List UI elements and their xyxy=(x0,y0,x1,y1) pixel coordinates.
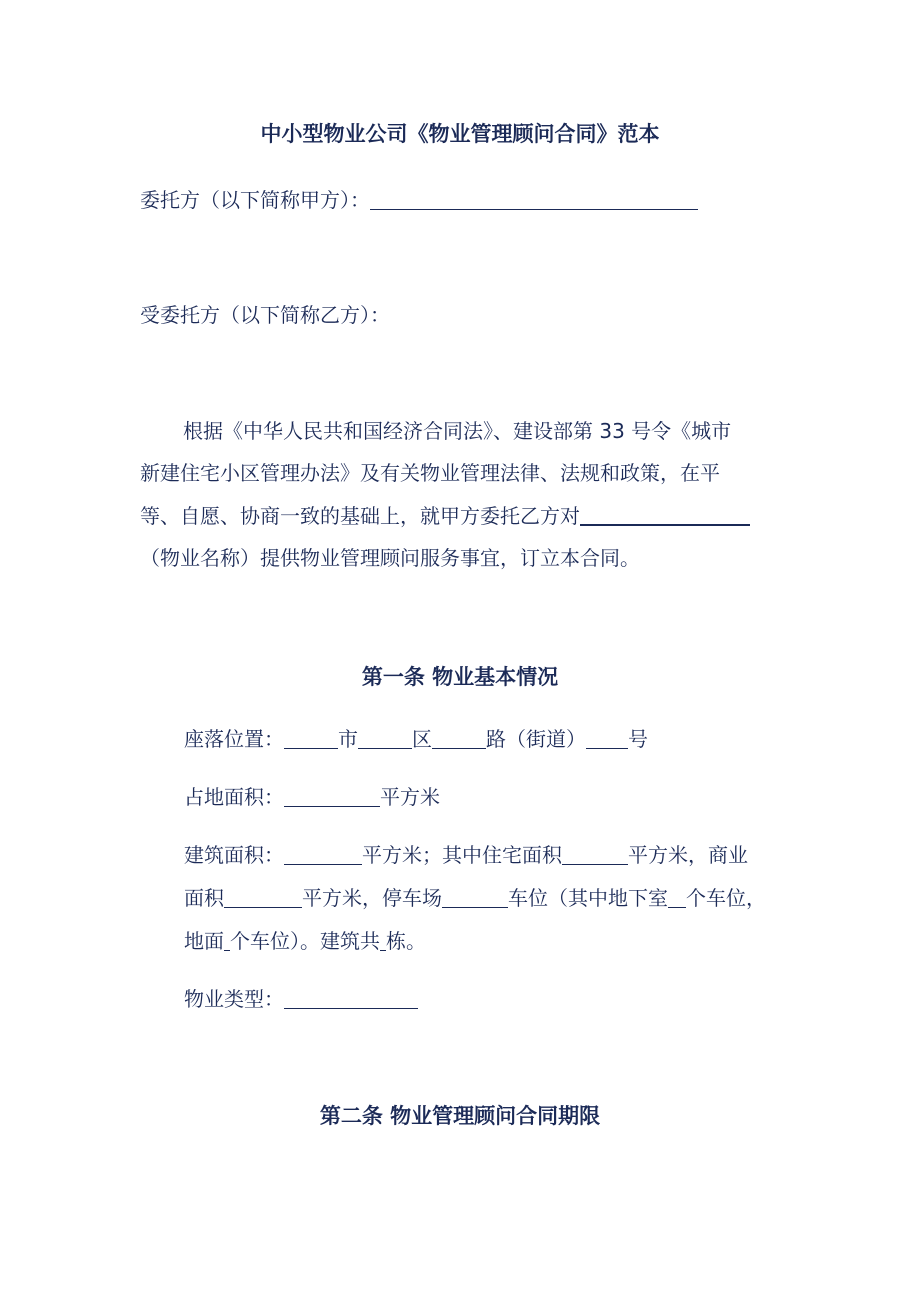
location-label: 座落位置： xyxy=(184,727,284,751)
property-type-line xyxy=(184,989,418,1009)
location-number: 号 xyxy=(628,727,648,751)
building-area-unit2: 平方米，商业 xyxy=(628,843,748,867)
land-area-unit: 平方米 xyxy=(380,785,440,809)
building-area-unit1: 平方米；其中住宅面积 xyxy=(362,843,562,867)
underground-label: 车位（其中地下室 xyxy=(508,886,668,910)
party-a-blank xyxy=(370,208,698,210)
building-area-label: 建筑面积： xyxy=(184,843,284,867)
land-area-blank xyxy=(284,805,380,807)
property-name-blank xyxy=(580,523,750,526)
party-a-line xyxy=(140,190,698,210)
land-area-line xyxy=(184,787,440,807)
number-blank xyxy=(586,747,628,749)
property-type-label: 物业类型： xyxy=(184,987,284,1011)
preamble-line-1: 根据《中华人民共和国经济合同法》、建设部第 33 号令《城市 xyxy=(183,419,732,443)
article2-heading: 第二条 物业管理顾问合同期限 xyxy=(319,1104,601,1128)
article1-heading: 第一条 物业基本情况 xyxy=(361,665,559,689)
building-area-line-1 xyxy=(184,845,748,865)
location-road: 路（街道） xyxy=(486,727,586,751)
city-blank xyxy=(284,747,338,749)
location-city: 市 xyxy=(338,727,358,751)
building-count-unit: 栋。 xyxy=(386,929,426,953)
residential-area-blank xyxy=(562,863,628,865)
district-blank xyxy=(358,747,412,749)
party-a-label: 委托方（以下简称甲方）： xyxy=(140,188,370,212)
parking-blank xyxy=(442,906,508,908)
parking-label: 平方米，停车场 xyxy=(302,886,442,910)
road-blank xyxy=(432,747,486,749)
building-area-line-3 xyxy=(184,931,426,951)
preamble-line-4: （物业名称）提供物业管理顾问服务事宜，订立本合同。 xyxy=(140,546,640,570)
building-area-blank xyxy=(284,863,362,865)
property-type-blank xyxy=(284,1007,418,1009)
location-district: 区 xyxy=(412,727,432,751)
commercial-area-label: 面积 xyxy=(184,886,224,910)
party-b-label: 受委托方（以下简称乙方）： xyxy=(140,303,390,327)
location-line xyxy=(184,729,648,749)
document-title: 中小型物业公司《物业管理顾问合同》范本 xyxy=(260,122,660,146)
underground-blank xyxy=(668,906,686,908)
preamble-line-3 xyxy=(140,506,750,526)
building-area-line-2 xyxy=(184,888,766,908)
preamble-line-3-text: 等、自愿、协商一致的基础上，就甲方委托乙方对 xyxy=(140,504,580,528)
ground-label: 地面 xyxy=(184,929,224,953)
preamble-line-2: 新建住宅小区管理办法》及有关物业管理法律、法规和政策，在平 xyxy=(140,461,720,485)
commercial-area-blank xyxy=(224,906,302,908)
building-count-label: 个车位）。建筑共 xyxy=(230,929,380,953)
underground-unit: 个车位， xyxy=(686,886,766,910)
land-area-label: 占地面积： xyxy=(184,785,284,809)
party-b-line xyxy=(140,305,390,325)
